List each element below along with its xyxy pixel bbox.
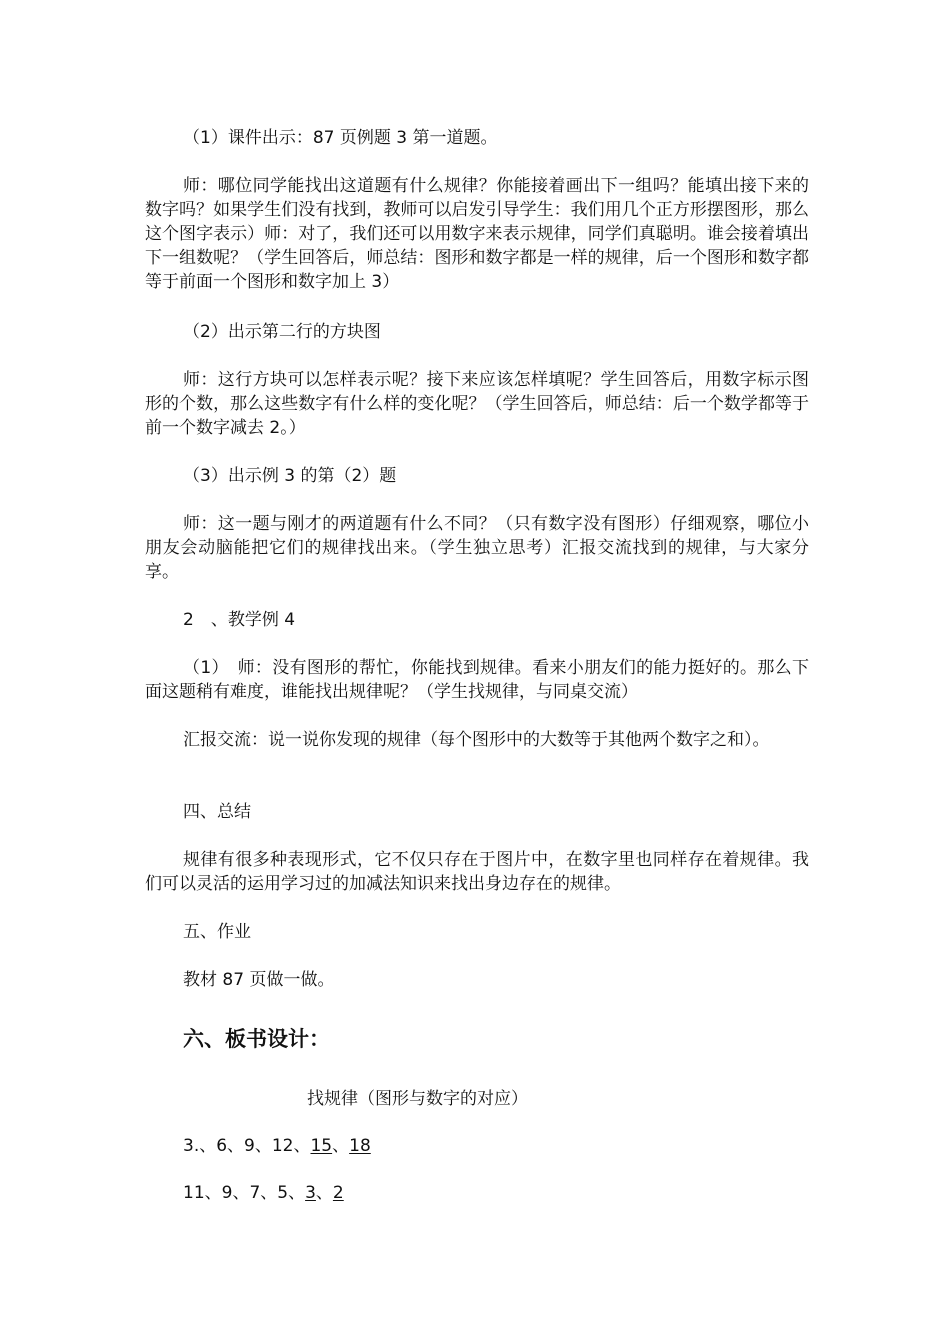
sequence-2-prefix: 11、9、7、5、: [183, 1183, 306, 1203]
paragraph-4: 师：这行方块可以怎样表示呢？接下来应该怎样填呢？学生回答后，用数字标示图形的个数，那么这些数字有什么样的变化呢？（学生回答后，师总结：后一个数学都等于前一个数字减去 2。）: [145, 370, 809, 438]
sequence-2-separator: 、: [315, 1183, 333, 1203]
paragraph-7: 2 、教学例 4: [183, 610, 296, 630]
paragraph-8: （1） 师：没有图形的帮忙，你能找到规律。看来小朋友们的能力挺好的。那么下面这题稍有难度，谁能找出规律呢？（学生找规律，与同桌交流）: [145, 658, 809, 702]
paragraph-3: （2）出示第二行的方块图: [183, 322, 381, 342]
sequence-2-blank-2: 2: [332, 1183, 344, 1203]
board-title: 找规律（图形与数字的对应）: [307, 1089, 528, 1109]
sequence-1-blank-2: 18: [349, 1136, 371, 1156]
sequence-1: [183, 1134, 371, 1158]
paragraph-9: 汇报交流：说一说你发现的规律（每个图形中的大数等于其他两个数字之和）。: [183, 730, 770, 750]
sequence-2-blank-1: 3: [305, 1183, 316, 1203]
section-homework-heading: 五、作业: [183, 922, 251, 942]
paragraph-2: 师：哪位同学能找出这道题有什么规律？你能接着画出下一组吗？能填出接下来的数字吗？如果学生们没有找到，教师可以启发引导学生：我们用几个正方形摆图形，那么这个图字表示）师：对了，我们还可以用数字来表示规律，同学们真聪明。谁会接着填出下一组数呢？（学生回答后，师总结：图形和数字都是一样的规律，后一个图形和数字都等于前面一个图形和数字加上 3）: [145, 176, 809, 292]
sequence-1-blank-1: 15: [310, 1136, 333, 1156]
section-summary-heading: 四、总结: [183, 802, 251, 822]
paragraph-11: 规律有很多种表现形式，它不仅只存在于图片中，在数字里也同样存在着规律。我们可以灵活的运用学习过的加减法知识来找出身边存在的规律。: [145, 850, 809, 894]
board-design-heading: 六、板书设计：: [183, 1027, 330, 1051]
sequence-1-separator: 、: [332, 1136, 350, 1156]
paragraph-6: 师：这一题与刚才的两道题有什么不同？（只有数字没有图形）仔细观察，哪位小朋友会动脑能把它们的规律找出来。（学生独立思考）汇报交流找到的规律，与大家分享。: [145, 514, 809, 582]
paragraph-5: （3）出示例 3 的第（2）题: [183, 466, 397, 486]
paragraph-1: （1）课件出示：87 页例题 3 第一道题。: [183, 128, 498, 148]
sequence-1-prefix: 3.、6、9、12、: [183, 1136, 311, 1156]
sequence-2: [183, 1181, 344, 1205]
paragraph-13: 教材 87 页做一做。: [183, 970, 335, 990]
